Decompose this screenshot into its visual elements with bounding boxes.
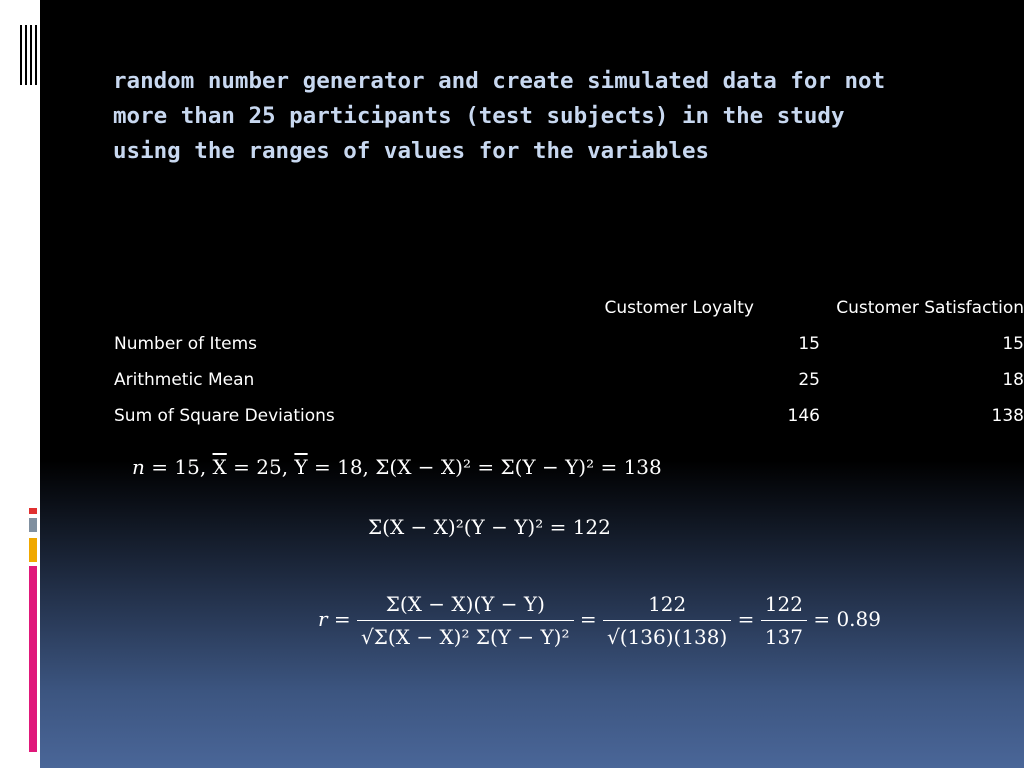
formula-mid-numerator: 122 — [603, 592, 731, 621]
formula-cross-products: Σ(X − X)²(Y − Y)² = 122 — [368, 515, 611, 539]
formula-denominator: √Σ(X − X)² Σ(Y − Y)² — [361, 625, 570, 649]
table-row — [114, 398, 1024, 434]
row-value-satisfaction: 18 — [1002, 370, 1024, 390]
table-row — [114, 326, 1024, 362]
table-header-row — [114, 290, 1024, 326]
table-row — [114, 362, 1024, 398]
formula-fraction-middle — [603, 592, 731, 649]
formula-xbar-value: = 25, — [233, 455, 289, 479]
formula-xbar: $\overline{X}$ — [212, 455, 227, 479]
formula-n-value: = 15, — [151, 455, 207, 479]
formula-numerator: Σ(X − X)(Y − Y) — [357, 592, 573, 621]
formula-fraction-last — [761, 592, 807, 649]
formula-result: = 0.89 — [813, 607, 881, 631]
row-label: Sum of Square Deviations — [114, 406, 335, 426]
formula-correlation: r = $\frac{\Sigma(X - X)(Y - Y)}{\text{√Σ(X − X)² Σ(Y − Y)²}}$ = $\frac{122}{√(136)(138)}$ = $\frac{122}{137}$ = 0.89 — [318, 592, 881, 649]
formula-summary — [132, 455, 662, 479]
formula-fraction-main — [357, 592, 573, 649]
formula-sum-of-squares: Σ(X − X)² = Σ(Y − Y)² = 138 — [375, 455, 662, 479]
formula-last-numerator: 122 — [761, 592, 807, 621]
row-value-satisfaction: 138 — [991, 406, 1024, 426]
accent-bar-gray — [29, 518, 37, 532]
decorative-lines — [20, 25, 40, 85]
table-header-satisfaction: Customer Satisfaction — [836, 298, 1024, 318]
row-label: Arithmetic Mean — [114, 370, 255, 390]
formula-ybar-value: = 18, — [313, 455, 369, 479]
row-value-satisfaction: 15 — [1002, 334, 1024, 354]
formula-mid-denominator: √(136)(138) — [607, 625, 728, 649]
slide-title: random number generator and create simulated data for not more than 25 participants (test subjects) in the study using the ranges of values for the variables — [113, 68, 886, 164]
formula-last-denominator: 137 — [764, 625, 803, 649]
table-header-loyalty: Customer Loyalty — [604, 298, 754, 318]
formula-n: n — [132, 455, 145, 479]
row-label: Number of Items — [114, 334, 258, 354]
accent-bar-orange — [29, 538, 37, 562]
formula-r: r = — [318, 607, 351, 631]
accent-bar-red — [29, 508, 37, 514]
statistics-table — [114, 290, 1024, 434]
table-header-empty — [114, 290, 514, 326]
row-value-loyalty: 25 — [798, 370, 820, 390]
accent-bar-pink — [29, 566, 37, 752]
row-value-loyalty: 15 — [798, 334, 820, 354]
row-value-loyalty: 146 — [787, 406, 820, 426]
formula-ybar: $\overline{Y}$ — [294, 455, 308, 479]
